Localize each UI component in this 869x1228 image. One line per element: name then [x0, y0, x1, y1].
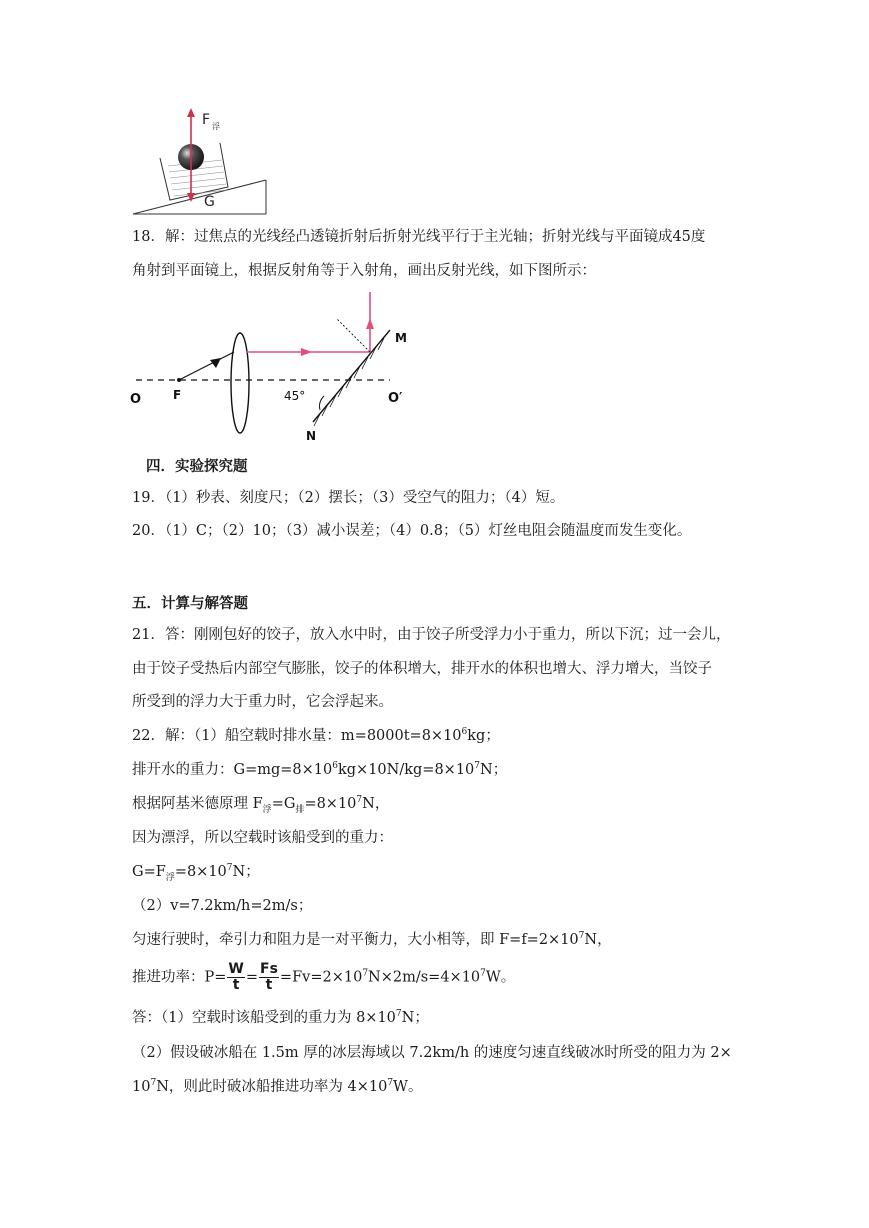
- lens-mirror-figure: [128, 288, 418, 448]
- label-angle: 45°: [284, 389, 306, 403]
- buoyancy-label: F: [202, 112, 211, 128]
- section-4-title: 四．实验探究题: [146, 459, 248, 475]
- q22-l5a: G=F: [132, 864, 166, 880]
- q22-l2c: N；: [480, 762, 508, 778]
- q22-l5b: =8×10: [174, 864, 227, 880]
- q20-answer: 20．（1）C；（2）10；（3）减小误差；（4）0.8；（5）灯丝电阻会随温度而发生变化。: [132, 523, 692, 539]
- buoyancy-arrowhead: [187, 108, 195, 117]
- q22-l1a: 22．解：（1）船空载时排水量：m=8000t=8×10: [132, 728, 462, 744]
- plane-mirror: [313, 330, 390, 422]
- q22-l9a: 答：（1）空载时该船受到的重力为 8×10: [132, 1010, 396, 1026]
- q21-line2: 由于饺子受热后内部空气膨胀，饺子的体积增大，排开水的体积也增大、浮力增大，当饺子: [132, 661, 712, 677]
- q22-l1-exp: 6: [461, 727, 468, 738]
- q22-l7b: N，: [584, 932, 612, 948]
- q22-line4: 因为漂浮，所以空载时该船受到的重力：: [132, 830, 393, 846]
- gravity-arrowhead: [187, 193, 195, 202]
- q22-l5-exp: 7: [226, 863, 233, 874]
- q22-line2: [132, 760, 507, 780]
- q22-l5c: N；: [232, 864, 260, 880]
- q22-line7: [132, 930, 612, 950]
- q22-line10: （2）假设破冰船在 1.5m 厚的冰层海域以 7.2km/h 的速度匀速直线破冰时所受的阻力为 2×: [132, 1045, 732, 1061]
- q22-l8-eq: =: [245, 969, 259, 986]
- q22-l11b: N，则此时破冰船推进功率为 4×10: [156, 1079, 388, 1095]
- q22-l8c: N×2m/s=4×10: [368, 969, 481, 986]
- q19-answer: 19．（1）秒表、刻度尺；（2）摆长；（3）受空气的阻力；（4）短。: [132, 490, 565, 506]
- q22-l2b: kg×10N/kg=8×10: [337, 762, 475, 778]
- section-5-title: 五．计算与解答题: [132, 596, 248, 612]
- label-o-prime: O′: [388, 391, 403, 406]
- fraction-w-numerator: W: [228, 961, 244, 977]
- q22-l8-exp2: 7: [480, 968, 486, 979]
- q22-l2-exp2: 7: [474, 761, 481, 772]
- fraction-fs-denominator: t: [265, 977, 273, 993]
- label-m: M: [395, 331, 407, 345]
- q22-l11-exp2: 7: [387, 1078, 394, 1089]
- buoyancy-label-sub: 浮: [212, 122, 220, 131]
- label-n: N: [306, 429, 317, 443]
- q22-line9: [132, 1008, 429, 1028]
- q22-l3a: 根据阿基米德原理 F: [132, 796, 263, 812]
- gravity-label: G: [204, 194, 215, 210]
- q22-l3b: =G: [271, 796, 296, 812]
- q22-l11a: 10: [132, 1079, 151, 1095]
- q22-l7-exp: 7: [578, 931, 585, 942]
- q22-l5-sub: 浮: [165, 872, 175, 883]
- q22-l8a: 推进功率：P=: [132, 969, 227, 986]
- q22-l3d: N，: [362, 796, 390, 812]
- q22-line6: （2）v=7.2km/h=2m/s；: [132, 898, 313, 914]
- label-o: O: [130, 392, 142, 407]
- q22-l8b: =Fv=2×10: [279, 969, 363, 986]
- q22-line11: [132, 1077, 422, 1097]
- q22-l11-exp1: 7: [150, 1078, 157, 1089]
- q22-l8d: W。: [485, 969, 516, 986]
- label-f: F: [173, 388, 182, 402]
- q22-l3c: =8×10: [304, 796, 357, 812]
- q21-line1: 21．答：刚刚包好的饺子，放入水中时，由于饺子所受浮力小于重力，所以下沉；过一会儿，: [132, 627, 731, 643]
- q22-l7a: 匀速行驶时，牵引力和阻力是一对平衡力，大小相等，即 F=f=2×10: [132, 932, 579, 948]
- q22-l9b: N；: [401, 1010, 429, 1026]
- fraction-fs-numerator: Fs: [260, 961, 278, 977]
- fraction-fs-over-t: [259, 962, 279, 993]
- q22-l2a: 排开水的重力：G=mg=8×10: [132, 762, 333, 778]
- fraction-w-denominator: t: [232, 977, 240, 993]
- incline-surface: [133, 180, 266, 214]
- q22-l9-exp: 7: [395, 1009, 402, 1020]
- q22-line8: [132, 962, 515, 993]
- q22-l2-exp1: 6: [332, 761, 338, 772]
- q22-l3-sub1: 浮: [262, 804, 272, 815]
- q18-line2: 角射到平面镜上，根据反射角等于入射角，画出反射光线，如下图所示：: [132, 263, 596, 279]
- q22-l11c: W。: [393, 1079, 423, 1095]
- q22-l3-exp: 7: [356, 795, 363, 806]
- convex-lens: [231, 333, 249, 433]
- buoyancy-figure: [128, 100, 278, 220]
- reflected-arrowhead: [366, 318, 374, 329]
- q22-l8-exp1: 7: [362, 968, 369, 979]
- q22-line1: [132, 726, 500, 746]
- fraction-w-over-t: [227, 962, 244, 993]
- incident-ray: [179, 352, 234, 380]
- q18-line1: 18．解：过焦点的光线经凸透镜折射后折射光线平行于主光轴；折射光线与平面镜成45度: [132, 229, 706, 245]
- refracted-arrowhead: [301, 348, 312, 356]
- angle-arc: [320, 396, 325, 410]
- normal-line: [336, 318, 370, 352]
- q21-line3: 所受到的浮力大于重力时，它会浮起来。: [132, 694, 393, 710]
- q22-l1b: kg；: [467, 728, 500, 744]
- q22-line3: [132, 794, 389, 814]
- q22-line5: [132, 862, 260, 882]
- q22-l3-sub2: 排: [295, 804, 305, 815]
